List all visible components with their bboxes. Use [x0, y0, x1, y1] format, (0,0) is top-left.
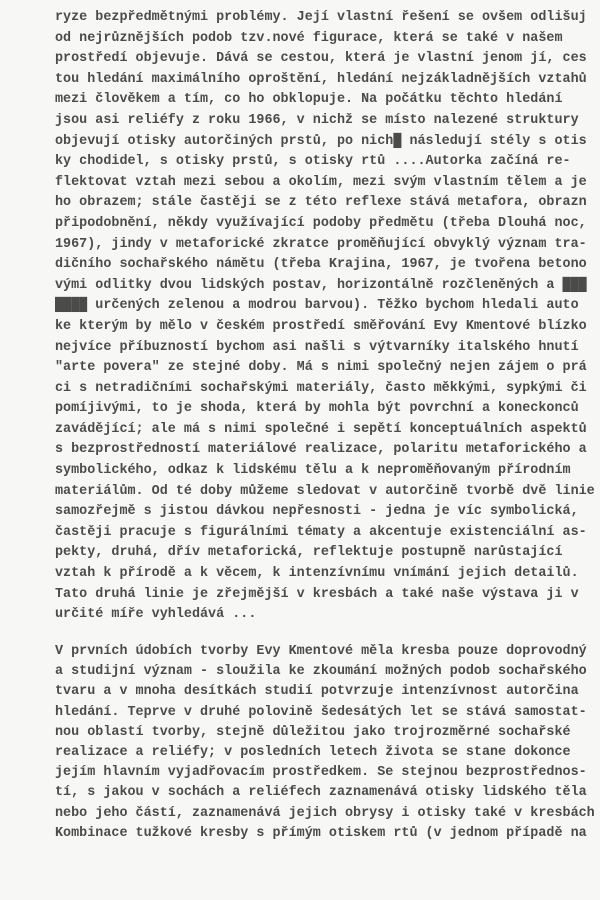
text-line: nejvíce příbuzností bychom asi našli s výtvarníky italského hnutí [55, 339, 579, 355]
text-line: jejím hlavním vyjadřovacím prostředkem. Se stejnou bezprostřednos- [55, 765, 587, 781]
text-line: vztah k přírodě a k věcem, k intenzívnímu vnímání jejich detailů. [55, 566, 579, 582]
text-line: nebo jeho částí, zaznamenává jejich obrysy i otisky také v kresbách [55, 805, 595, 821]
text-line: tou hledání maximálního oproštění, hledání nejzákladnějších vztahů [55, 71, 587, 87]
text-line: V prvních údobích tvorby Evy Kmentové měla kresba pouze doprovodný [55, 644, 587, 659]
text-line: dičního sochařského námětu (třeba Krajina, 1967, je tvořena betono [55, 257, 587, 273]
text-line: pomíjivými, to je shoda, která by mohla být povrchní a koneckonců [55, 401, 579, 417]
text-line: a studijní význam - sloužila ke zkoumání možných podob sochařského [55, 664, 587, 680]
text-line: realizace a reliéfy; v posledních letech života se stane dokonce [55, 744, 571, 760]
text-line: 1967), jindy v metaforické zkratce proměňující obvyklý význam tra- [55, 236, 587, 252]
text-line: flektovat vztah mezi sebou a okolím, mezi svým vlastním tělem a je [55, 174, 587, 190]
text-line: symbolického, odkaz k lidskému tělu a k neproměňovaným přírodním [55, 463, 571, 479]
text-line: jsou asi reliéfy z roku 1966, v nichž se místo nalezené struktury [55, 112, 579, 128]
text-line: "arte povera" ze stejné doby. Má s nimi společný nejen zájem o prá [55, 360, 587, 376]
text-line: častěji pracuje s figurálními tématy a akcentuje existenciální as- [55, 524, 587, 540]
text-line: Kombinace tužkové kresby s přímým otiskem rtů (v jednom případě na [55, 825, 587, 841]
text-line: ho obrazem; stále častěji se z této reflexe stává metafora, obrazn [55, 195, 587, 211]
text-line: ke kterým by mělo v českém prostředí směřování Evy Kmentové blízko [55, 318, 587, 334]
text-line: tvaru a v mnoha desítkách studií potvrzuje intenzívnost autorčina [55, 684, 579, 700]
text-line: připodobnění, někdy využívající podoby předmětu (třeba Dlouhá noc, [55, 215, 587, 231]
text-line: vými odlitky dvou lidských postav, horizontálně rozčleněných a ███ [55, 277, 587, 293]
text-line: určité míře vyhledává ... [55, 607, 257, 623]
text-line: pekty, druhá, dřív metaforická, reflektuje postupně narůstající [55, 545, 563, 561]
text-line: hledání. Teprve v druhé polovině šedesátých let se stává samostat- [55, 704, 587, 720]
text-line: materiálům. Od té doby můžeme sledovat v autorčině tvorbě dvě linie [55, 483, 595, 499]
text-line: prostředí objevuje. Dává se cestou, která je vlastní jenom jí, ces [55, 51, 587, 67]
text-line: objevují otisky autorčiných prstů, po nich█ následují stély s otis [55, 133, 587, 149]
text-line: ci s netradičními sochařskými materiály, často měkkými, sypkými či [55, 380, 587, 396]
text-line: s bezprostředností materiálové realizace, polaritu metaforického a [55, 442, 587, 458]
text-line: mezi člověkem a tím, co ho obklopuje. Na počátku těchto hledání [55, 92, 563, 108]
text-line: Tato druhá linie je zřejmější v kresbách a také naše výstava ji v [55, 586, 579, 602]
text-line: od nejrůznějších podob tzv.nové figurace, která se také v našem [55, 30, 563, 46]
text-line: ky chodidel, s otisky prstů, s otisky rtů ....Autorka začíná re- [55, 154, 571, 170]
paragraph-2 [55, 642, 600, 844]
text-line: nou oblastí tvorby, stejně důležitou jako trojrozměrné sochařské [55, 724, 571, 740]
text-line: ryze bezpředmětnými problémy. Její vlastní řešení se ovšem odlišuj [55, 10, 587, 25]
text-line: tí, s jakou v sochách a reliéfech zaznamenává otisky lidského těla [55, 785, 587, 801]
text-line: samozřejmě s jistou dávkou nepřesnosti - jedna je víc symbolická, [55, 504, 579, 520]
text-line: zavádějící; ale má s nimi společné i sepětí konceptuálních aspektů [55, 421, 587, 437]
text-line: ████ určených zelenou a modrou barvou). Těžko bychom hledali auto [55, 298, 579, 314]
paragraph-1 [55, 8, 600, 626]
